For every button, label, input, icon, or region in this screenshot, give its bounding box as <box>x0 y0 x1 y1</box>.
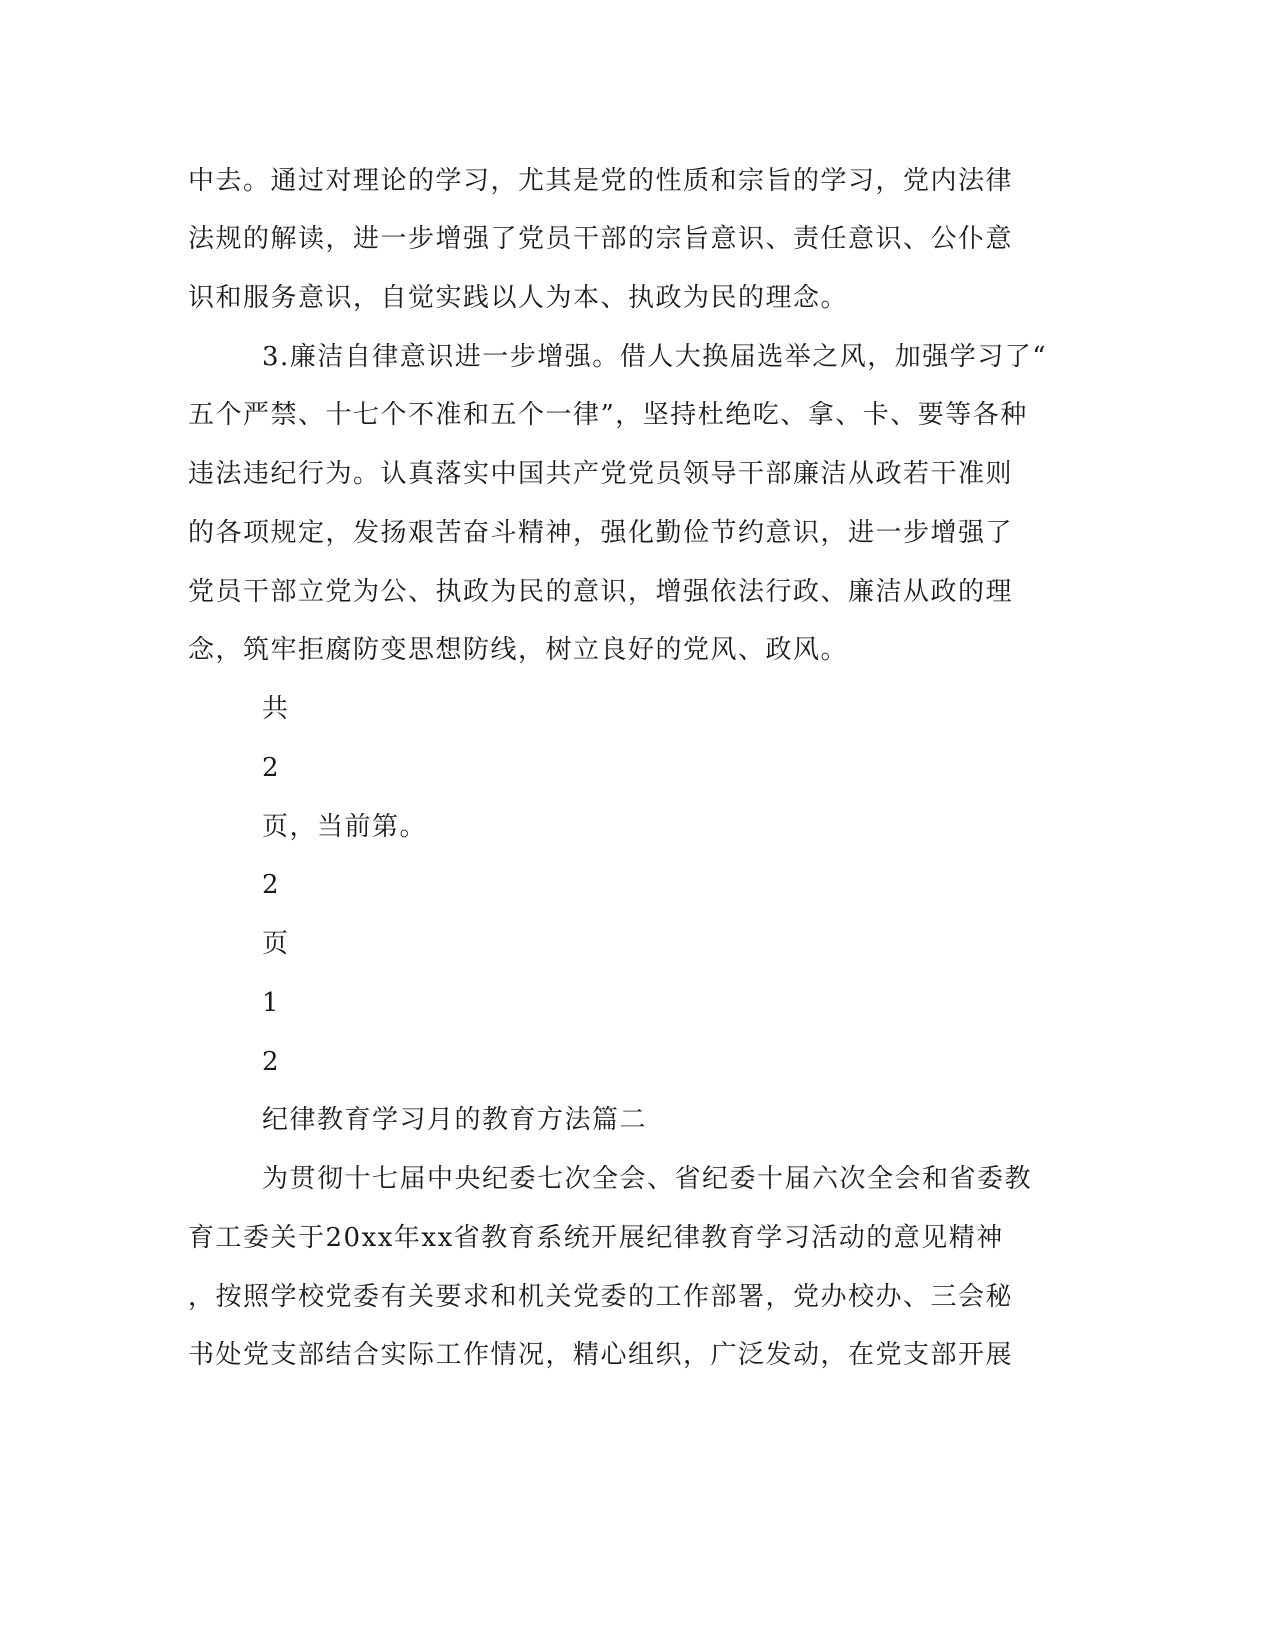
page-counter-text: 页，当前第。 <box>262 812 428 842</box>
section-heading: 纪律教育学习月的教育方法篇二 <box>262 1105 648 1135</box>
paragraph-line: 育工委关于20xx年xx省教育系统开展纪律教育学习活动的意见精神 <box>188 1223 1004 1253</box>
paragraph-line: 念，筑牢拒腐防变思想防线，树立良好的党风、政风。 <box>188 635 849 665</box>
page-counter-text: 页 <box>262 929 290 959</box>
page-counter-text: 2 <box>262 870 281 900</box>
paragraph-line: 法规的解读，进一步增强了党员干部的宗旨意识、责任意识、公仆意 <box>188 224 1014 254</box>
paragraph-line: 识和服务意识，自觉实践以人为本、执政为民的理念。 <box>188 283 849 313</box>
paragraph-line: 中去。通过对理论的学习，尤其是党的性质和宗旨的学习，党内法律 <box>188 166 1014 196</box>
page-counter-text: 共 <box>262 694 290 724</box>
paragraph-line: ，按照学校党委有关要求和机关党委的工作部署，党办校办、三会秘 <box>188 1282 1014 1312</box>
page-counter-text: 1 <box>262 988 281 1018</box>
paragraph-line: 五个严禁、十七个不准和五个一律”，坚持杜绝吃、拿、卡、要等各种 <box>188 400 1028 430</box>
paragraph-line: 为贯彻十七届中央纪委七次全会、省纪委十届六次全会和省委教 <box>262 1164 1033 1194</box>
page-counter-text: 2 <box>262 1047 281 1077</box>
paragraph-line: 书处党支部结合实际工作情况，精心组织，广泛发动，在党支部开展 <box>188 1340 1014 1370</box>
paragraph-line: 的各项规定，发扬艰苦奋斗精神，强化勤俭节约意识，进一步增强了 <box>188 518 1014 548</box>
paragraph-line: 党员干部立党为公、执政为民的意识，增强依法行政、廉洁从政的理 <box>188 577 1014 607</box>
paragraph-line: 3.廉洁自律意识进一步增强。借人大换届选举之风，加强学习了“ <box>262 342 1048 372</box>
page-counter-text: 2 <box>262 753 281 783</box>
paragraph-line: 违法违纪行为。认真落实中国共产党党员领导干部廉洁从政若干准则 <box>188 459 1014 489</box>
